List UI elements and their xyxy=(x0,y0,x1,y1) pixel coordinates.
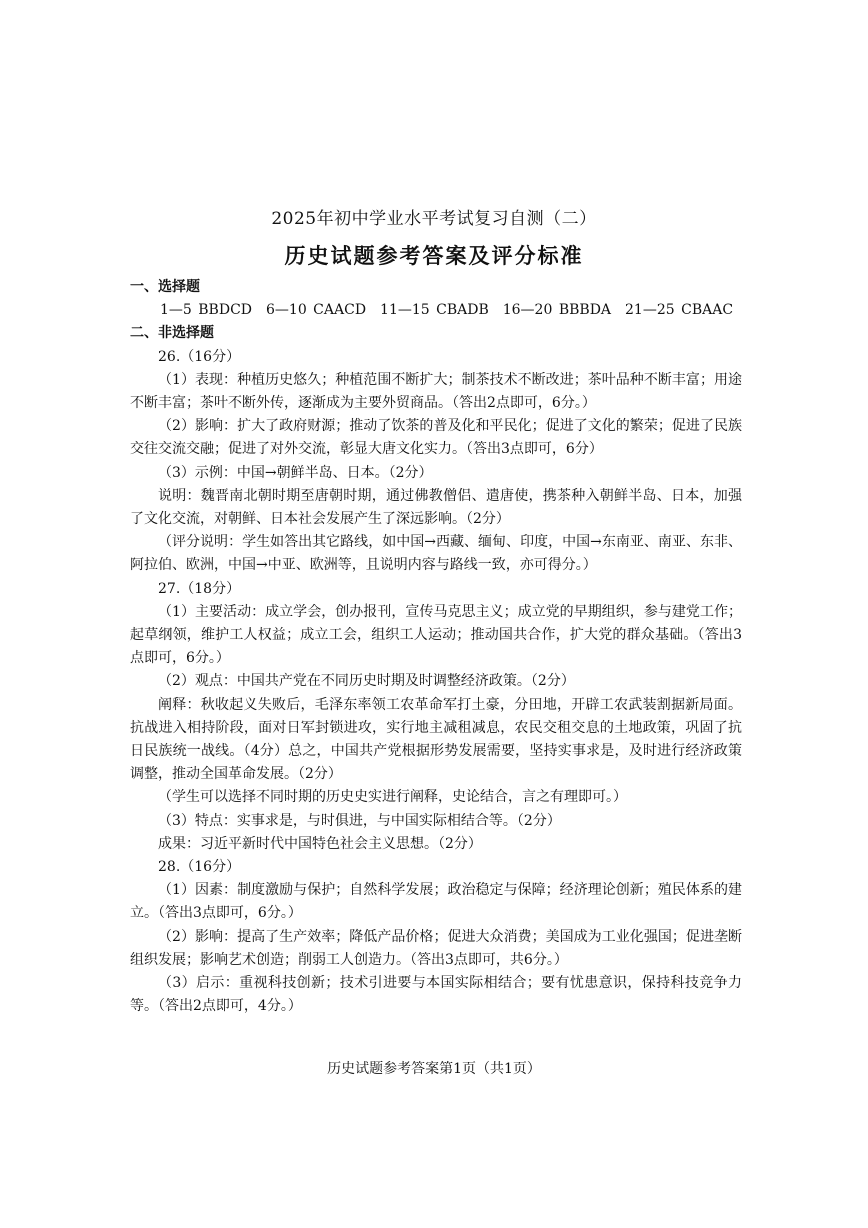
question-28-head: 28.（16分） xyxy=(158,859,241,876)
answer-body xyxy=(130,276,742,1019)
question-26-scoring-note: （评分说明：学生如答出其它路线，如中国→西藏、缅甸、印度，中国→东南亚、南亚、东非、阿拉伯、欧洲，中国→中亚、欧洲等，且说明内容与路线一致，亦可得分。） xyxy=(130,534,742,574)
question-27-note: （学生可以选择不同时期的历史史实进行阐释，史论结合，言之有理即可。） xyxy=(158,789,627,806)
question-27-elaboration: 阐释：秋收起义失败后，毛泽东率领工农革命军打土豪，分田地，开辟工农武装割据新局面。抗战进入相持阶段，面对日军封锁进攻，实行地主减租减息，农民交租交息的土地政策，巩固了抗日民族统一战线。（4分）总之，中国共产党根据形势发展需要，坚持实事求是，及时进行经济政策调整，推动全国革命发展。（2分） xyxy=(130,696,742,783)
question-26-part-1: （1）表现：种植历史悠久；种植范围不断扩大；制茶技术不断改进；茶叶品种不断丰富；用途不断丰富；茶叶不断外传，逐渐成为主要外贸商品。（答出2点即可，6分。） xyxy=(130,371,742,412)
question-26-part-3: （3）示例：中国→朝鲜半岛、日本。（2分） xyxy=(158,464,433,481)
question-27-head: 27.（18分） xyxy=(158,580,241,597)
question-27-part-1: （1）主要活动：成立学会，创办报刊，宣传马克思主义；成立党的早期组织，参与建党工作；起草纲领，维护工人权益；成立工会，组织工人运动；推动国共合作，扩大党的群众基础。（答出3点即可，6分。） xyxy=(130,603,742,667)
exam-title: 2025年初中学业水平考试复习自测（二） xyxy=(271,209,597,229)
question-27-result: 成果：习近平新时代中国特色社会主义思想。（2分） xyxy=(158,835,482,852)
question-28-part-2: （2）影响：提高了生产效率；降低产品价格；促进大众消费；美国成为工业化强国；促进垄断组织发展；影响艺术创造；削弱工人创造力。（答出3点即可，共6分。） xyxy=(130,928,742,968)
document-subtitle: 历史试题参考答案及评分标准 xyxy=(284,244,584,268)
question-26-part-2: （2）影响：扩大了政府财源；推动了饮茶的普及化和平民化；促进了文化的繁荣；促进了民族交往交流交融；促进了对外交流，彰显大唐文化实力。（答出3点即可，6分） xyxy=(130,418,742,458)
choice-answers: 1—5 BBDCD 6—10 CAACD 11—15 CBADB 16—20 BBBDA 21—25 CBAAC xyxy=(160,302,734,319)
question-27-part-3: （3）特点：实事求是，与时俱进，与中国实际相结合等。（2分） xyxy=(158,812,561,829)
page-footer: 历史试题参考答案第1页（共1页） xyxy=(327,1061,541,1077)
question-26-explanation: 说明：魏晋南北朝时期至唐朝时期，通过佛教僧侣、遣唐使，携茶种入朝鲜半岛、日本，加强了文化交流，对朝鲜、日本社会发展产生了深远影响。（2分） xyxy=(130,487,742,528)
section-heading-nonchoice: 二、非选择题 xyxy=(130,325,214,342)
question-27-part-2: （2）观点：中国共产党在不同历史时期及时调整经济政策。（2分） xyxy=(158,673,575,690)
section-heading-choice: 一、选择题 xyxy=(130,279,200,295)
question-28-part-1: （1）因素：制度激励与保护；自然科学发展；政治稳定与保障；经济理论创新；殖民体系的建立。（答出3点即可，6分。） xyxy=(130,882,742,922)
question-26-head: 26.（16分） xyxy=(158,348,241,365)
question-28-part-3: （3）启示：重视科技创新；技术引进要与本国实际相结合；要有忧患意识，保持科技竞争力等。（答出2点即可，4分。） xyxy=(130,975,742,1015)
